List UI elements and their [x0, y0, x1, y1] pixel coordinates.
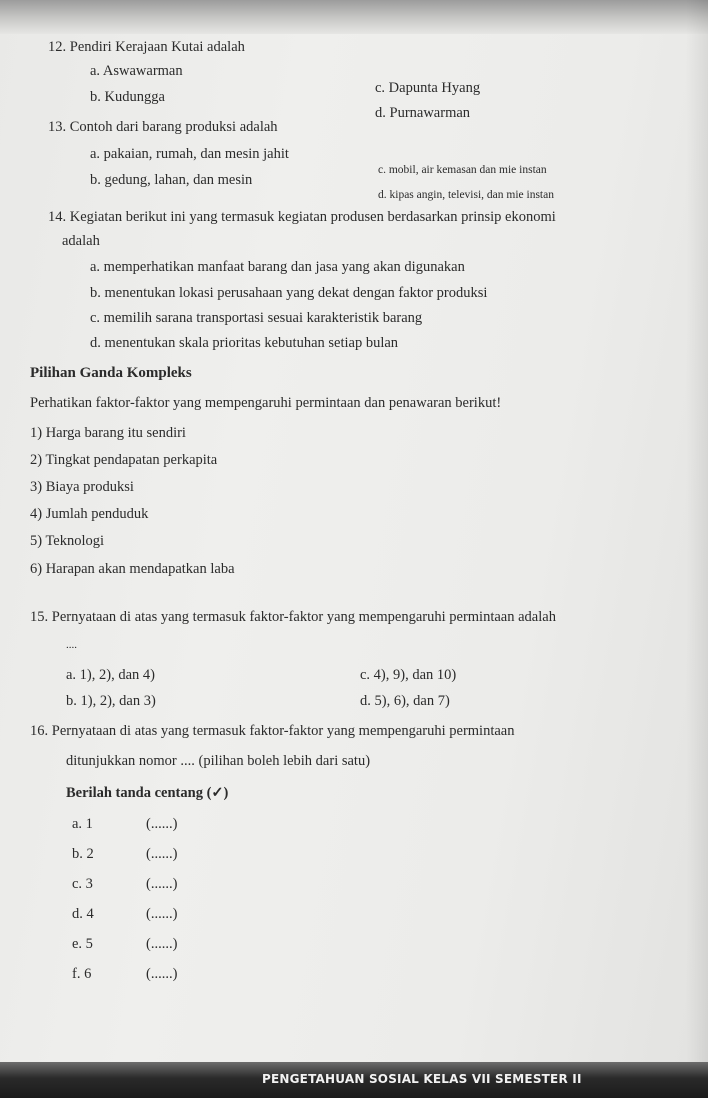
q13-option-d: d. kipas angin, televisi, dan mie instan	[378, 189, 554, 201]
factor-item: 2) Tingkat pendapatan perkapita	[30, 452, 218, 468]
q12-option-b: b. Kudungga	[90, 89, 165, 105]
q16-stem-line1: 16. Pernyataan di atas yang termasuk faktor-faktor yang mempengaruhi permintaan	[30, 723, 515, 739]
q13-option-b: b. gedung, lahan, dan mesin	[90, 172, 253, 188]
q16-option-label: d. 4	[72, 906, 94, 922]
q12-option-d: d. Purnawarman	[375, 105, 471, 121]
q12-stem: 12. Pendiri Kerajaan Kutai adalah	[48, 39, 245, 55]
q16-option-checkbox[interactable]: (......)	[146, 876, 178, 892]
q13-option-a: a. pakaian, rumah, dan mesin jahit	[90, 146, 289, 162]
page-top-edge	[0, 0, 708, 34]
factor-item: 6) Harapan akan mendapatkan laba	[30, 561, 235, 577]
q16-instruction: Berilah tanda centang (✓)	[66, 785, 229, 801]
q16-option-checkbox[interactable]: (......)	[146, 906, 178, 922]
q15-option-d: d. 5), 6), dan 7)	[360, 693, 450, 709]
q16-option-label: e. 5	[72, 936, 93, 952]
q16-option-label: a. 1	[72, 816, 93, 832]
q16-option-checkbox[interactable]: (......)	[146, 966, 178, 982]
q14-option-c: c. memilih sarana transportasi sesuai karakteristik barang	[90, 310, 423, 326]
q15-option-b: b. 1), 2), dan 3)	[66, 693, 156, 709]
q13-stem: 13. Contoh dari barang produksi adalah	[48, 119, 278, 135]
page-shadow	[686, 0, 708, 1098]
factor-item: 3) Biaya produksi	[30, 479, 134, 495]
q14-stem-line2: adalah	[62, 233, 100, 249]
factor-item: 4) Jumlah penduduk	[30, 506, 149, 522]
q14-option-d: d. menentukan skala prioritas kebutuhan setiap bulan	[90, 335, 399, 351]
q15-option-a: a. 1), 2), dan 4)	[66, 667, 155, 683]
q16-option-label: c. 3	[72, 876, 93, 892]
q15-stem-line2: ....	[66, 639, 77, 651]
q14-option-b: b. menentukan lokasi perusahaan yang dekat dengan faktor produksi	[90, 285, 488, 301]
q16-option-label: b. 2	[72, 846, 94, 862]
q14-stem-line1: 14. Kegiatan berikut ini yang termasuk kegiatan produsen berdasarkan prinsip ekonomi	[48, 209, 556, 225]
footer-title: PENGETAHUAN SOSIAL KELAS VII SEMESTER II	[262, 1072, 582, 1086]
q12-option-a: a. Aswawarman	[90, 63, 183, 79]
q16-option-checkbox[interactable]: (......)	[146, 816, 178, 832]
q13-option-c: c. mobil, air kemasan dan mie instan	[378, 164, 547, 176]
q15-option-c: c. 4), 9), dan 10)	[360, 667, 457, 683]
q16-option-checkbox[interactable]: (......)	[146, 936, 178, 952]
q15-stem-line1: 15. Pernyataan di atas yang termasuk faktor-faktor yang mempengaruhi permintaan adalah	[30, 609, 556, 625]
q16-option-checkbox[interactable]: (......)	[146, 846, 178, 862]
section-heading: Pilihan Ganda Kompleks	[30, 365, 192, 381]
factor-item: 5) Teknologi	[30, 533, 105, 549]
factor-item: 1) Harga barang itu sendiri	[30, 425, 186, 441]
q14-option-a: a. memperhatikan manfaat barang dan jasa yang akan digunakan	[90, 259, 465, 275]
section-intro: Perhatikan faktor-faktor yang mempengaruhi permintaan dan penawaran berikut!	[30, 395, 502, 411]
q12-option-c: c. Dapunta Hyang	[375, 80, 481, 96]
q16-option-label: f. 6	[72, 966, 92, 982]
q16-stem-line2: ditunjukkan nomor .... (pilihan boleh lebih dari satu)	[66, 753, 371, 769]
